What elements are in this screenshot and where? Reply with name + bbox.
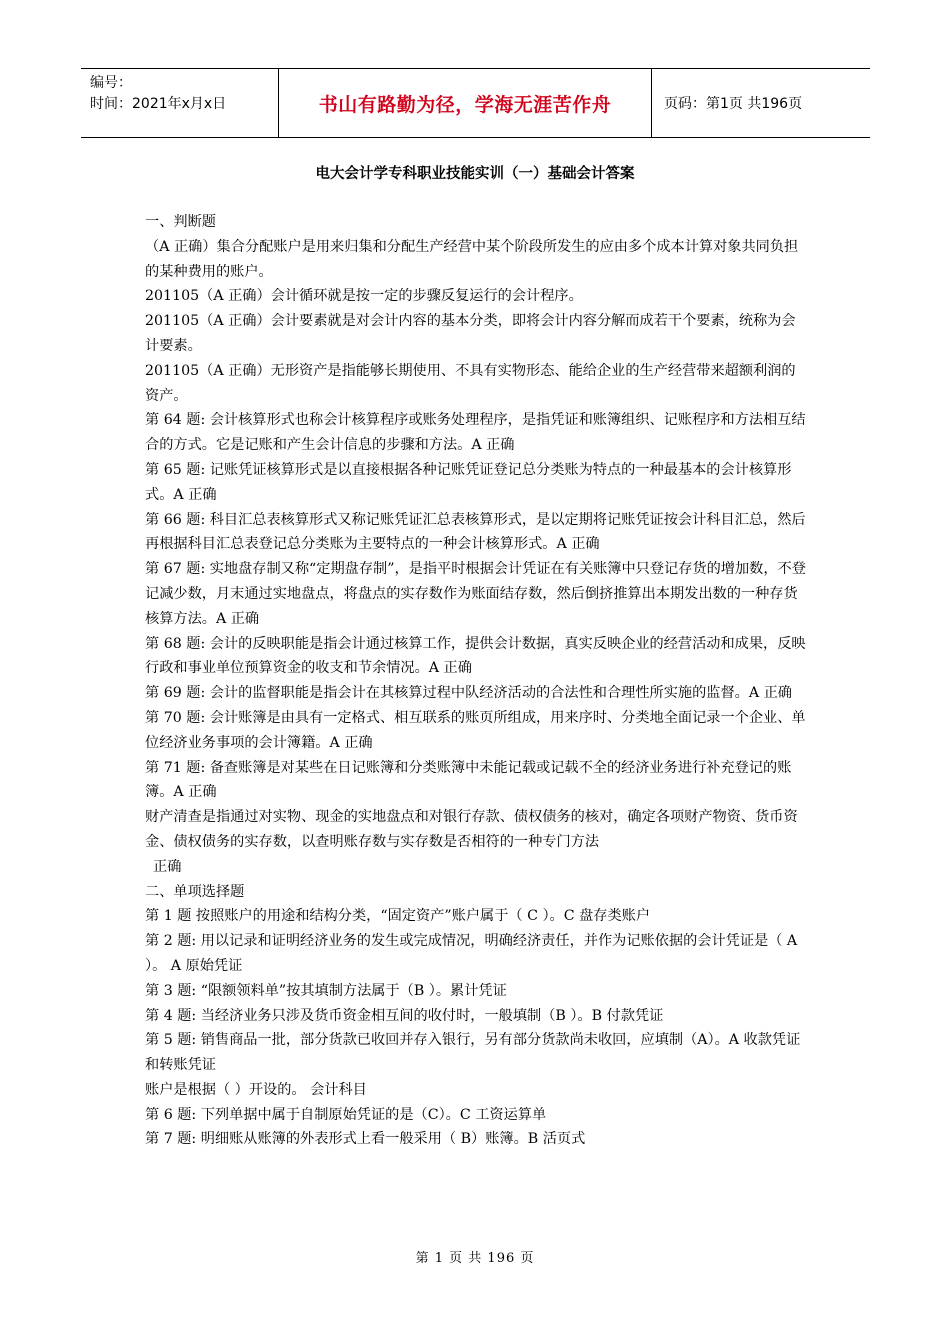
header-motto: 书山有路勤为径，学海无涯苦作舟 [279,69,652,137]
section-heading: 一、判断题 [145,214,216,230]
paragraph: 201105（A 正确）会计循环就是按一定的步骤反复运行的会计程序。 [145,288,583,305]
document-title: 电大会计学专科职业技能实训（一）基础会计答案 [315,166,635,182]
paragraph: （A 正确）集合分配账户是用来归集和分配生产经营中某个阶段所发生的应由多个成本计算对象共同负担的某种费用的账户。 [145,238,799,280]
time-label: 时间：2021年x月x日 [90,96,227,112]
paragraph: 第 1 题 按照账户的用途和结构分类，“固定资产”账户属于（ C ）。C 盘存类账户 [145,908,651,925]
paragraph: 201105（A 正确）会计要素就是对会计内容的基本分类，即将会计内容分解而成若干个要素，统称为会计要素。 [145,313,796,354]
paragraph: 财产清查是指通过对实物、现金的实地盘点和对银行存款、债权债务的核对，确定各项财产物资、货币资金、债权债务的实存数，以查明账存数与实存数是否相符的一种专门方法 [145,809,798,850]
paragraph: 第 71 题: 备查账簿是对某些在日记账簿和分类账簿中未能记载或记载不全的经济业务进行补充登记的账簿。A 正确 [145,759,792,801]
paragraph: 正确 [153,858,182,875]
paragraph: 第 67 题: 实地盘存制又称“定期盘存制”，是指平时根据会计凭证在有关账簿中只登记存货的增加数，不登记减少数，月末通过实地盘点，将盘点的实存数作为账面结存数，然后倒挤推算出本期发出数的一种存货核算方法。A 正确 [145,561,806,627]
document-body [145,210,807,1152]
paragraph: 第 4 题: 当经济业务只涉及货币资金相互间的收付时，一般填制（B ）。B 付款凭证 [145,1007,664,1024]
paragraph: 第 5 题: 销售商品一批，部分货款已收回并存入银行，另有部分货款尚未收回，应填制（A）。A 收款凭证和转账凭证 [145,1032,801,1074]
paragraph: 第 2 题: 用以记录和证明经济业务的发生或完成情况，明确经济责任，并作为记账依据的会计凭证是（ A ）。 A 原始凭证 [145,933,798,974]
paragraph: 第 66 题: 科目汇总表核算形式又称记账凭证汇总表核算形式，是以定期将记账凭证按会计科目汇总，然后再根据科目汇总表登记总分类账为主要特点的一种会计核算形式。A 正确 [145,511,806,553]
section-heading: 二、单项选择题 [145,883,245,900]
paragraph: 第 64 题: 会计核算形式也称会计核算程序或账务处理程序，是指凭证和账簿组织、记账程序和方法相互结合的方式。它是记账和产生会计信息的步骤和方法。A 正确 [145,412,806,454]
header-page-info: 页码：第1页 共196页 [664,96,803,112]
paragraph: 第 3 题: “限额领料单”按其填制方法属于（B ）。累计凭证 [145,982,507,999]
paragraph: 账户是根据（ ）开设的。 会计科目 [145,1081,367,1098]
document-header [81,68,870,138]
paragraph: 第 70 题: 会计账簿是由具有一定格式、相互联系的账页所组成，用来序时、分类地全面记录一个企业、单位经济业务事项的会计簿籍。A 正确 [145,709,806,751]
serial-label: 编号： [90,75,132,91]
paragraph: 第 68 题: 会计的反映职能是指会计通过核算工作，提供会计数据，真实反映企业的经营活动和成果，反映行政和事业单位预算资金的收支和节余情况。A 正确 [145,635,806,677]
header-meta [81,69,279,137]
paragraph: 201105（A 正确）无形资产是指能够长期使用、不具有实物形态、能给企业的生产经营带来超额利润的资产。 [145,362,796,404]
page-footer: 第 1 页 共 196 页 [415,1251,535,1266]
paragraph: 第 69 题: 会计的监督职能是指会计在其核算过程中队经济活动的合法性和合理性所实施的监督。A 正确 [145,685,792,702]
paragraph: 第 7 题: 明细账从账簿的外表形式上看一般采用（ B）账簿。B 活页式 [145,1131,586,1148]
paragraph: 第 6 题: 下列单据中属于自制原始凭证的是（C）。C 工资运算单 [145,1106,547,1123]
paragraph: 第 65 题: 记账凭证核算形式是以直接根据各种记账凭证登记总分类账为特点的一种最基本的会计核算形式。A 正确 [145,461,792,503]
